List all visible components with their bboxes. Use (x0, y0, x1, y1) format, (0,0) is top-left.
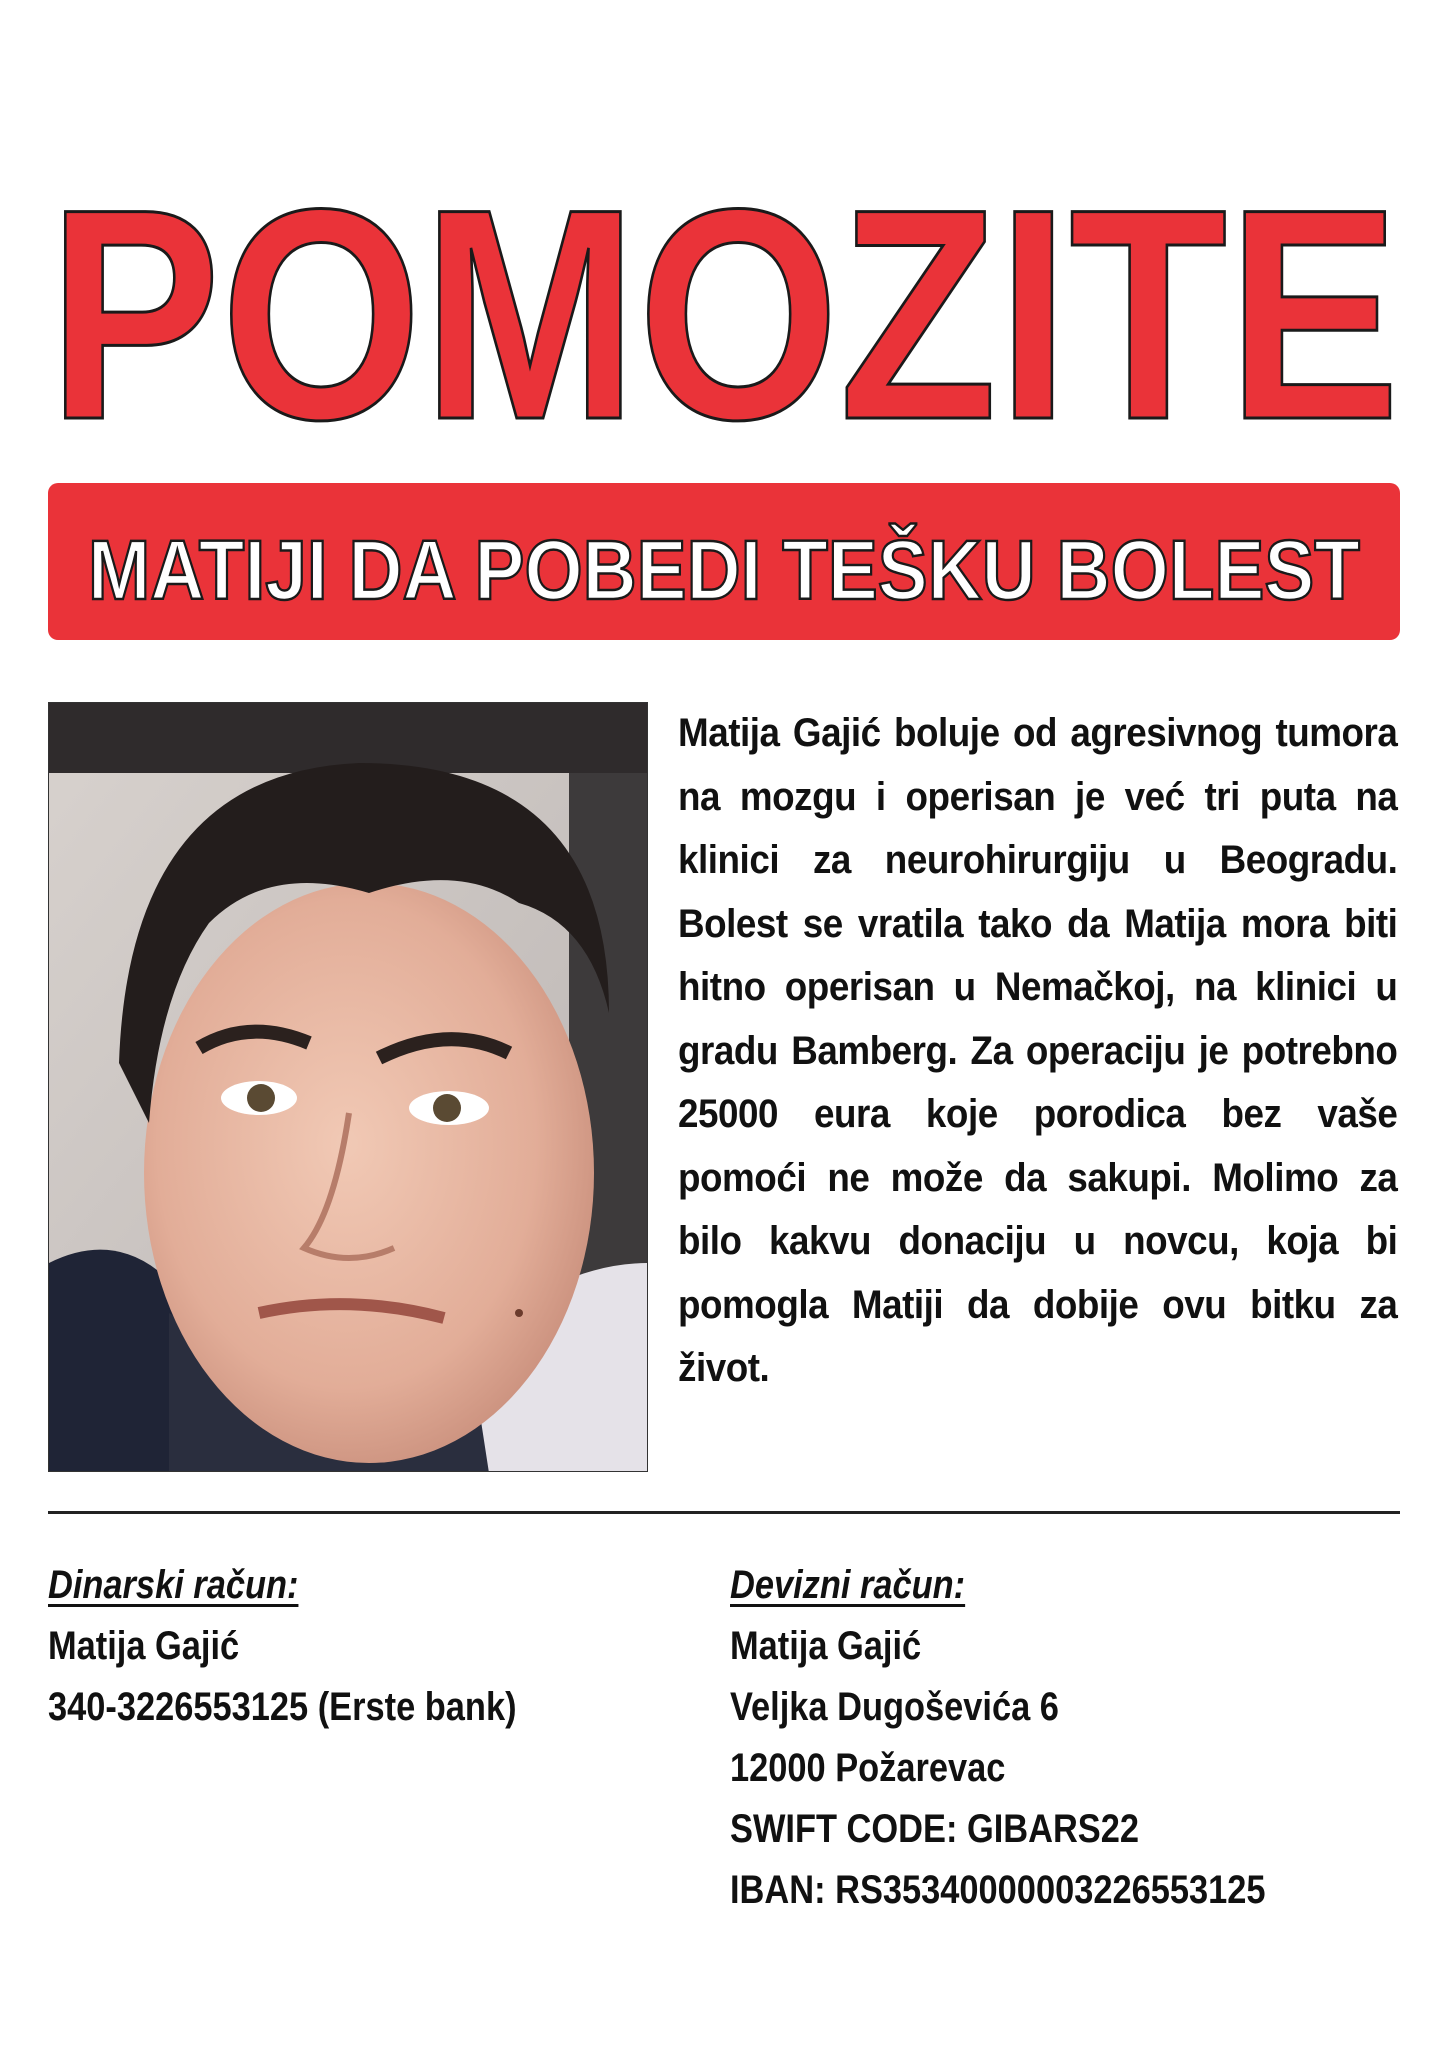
subtitle-text: MATIJI DA POBEDI TEŠKU BOLEST (88, 523, 1360, 617)
dinar-account-number: 340-3226553125 (Erste bank) (48, 1685, 517, 1729)
dinar-account-label: Dinarski račun: (48, 1563, 299, 1607)
foreign-account-street: Veljka Dugoševića 6 (730, 1685, 1059, 1729)
dinar-account (48, 1555, 684, 1738)
divider (48, 1511, 1400, 1514)
foreign-account-label: Devizni račun: (730, 1563, 966, 1607)
foreign-account-name: Matija Gajić (730, 1624, 922, 1668)
foreign-account-iban: IBAN: RS35340000003226553125 (730, 1868, 1266, 1912)
foreign-account-city: 12000 Požarevac (730, 1746, 1006, 1790)
dinar-account-name: Matija Gajić (48, 1624, 240, 1668)
story-text: Matija Gajić boluje od agresivnog tumora na mozgu i operisan je već tri puta na klinici za neurohirurgiju u Beogradu. Bolest se vratila tako da Matija mora biti hitno operisan u Nemačkoj, na klinici u gradu Bamberg. Za operaciju je potrebno 25000 eura koje porodica bez vaše pomoći ne može da sakupi. Molimo za bilo kakvu donaciju u novcu, koja bi pomogla Matiji da dobije ovu bitku za život. (678, 711, 1398, 1390)
headline-title: POMOZITE (48, 146, 1400, 440)
headline (0, 100, 1448, 440)
foreign-account-swift: SWIFT CODE: GIBARS22 (730, 1807, 1140, 1851)
subtitle-banner (48, 483, 1400, 640)
portrait-photo (48, 702, 648, 1472)
foreign-account (730, 1555, 1435, 1921)
